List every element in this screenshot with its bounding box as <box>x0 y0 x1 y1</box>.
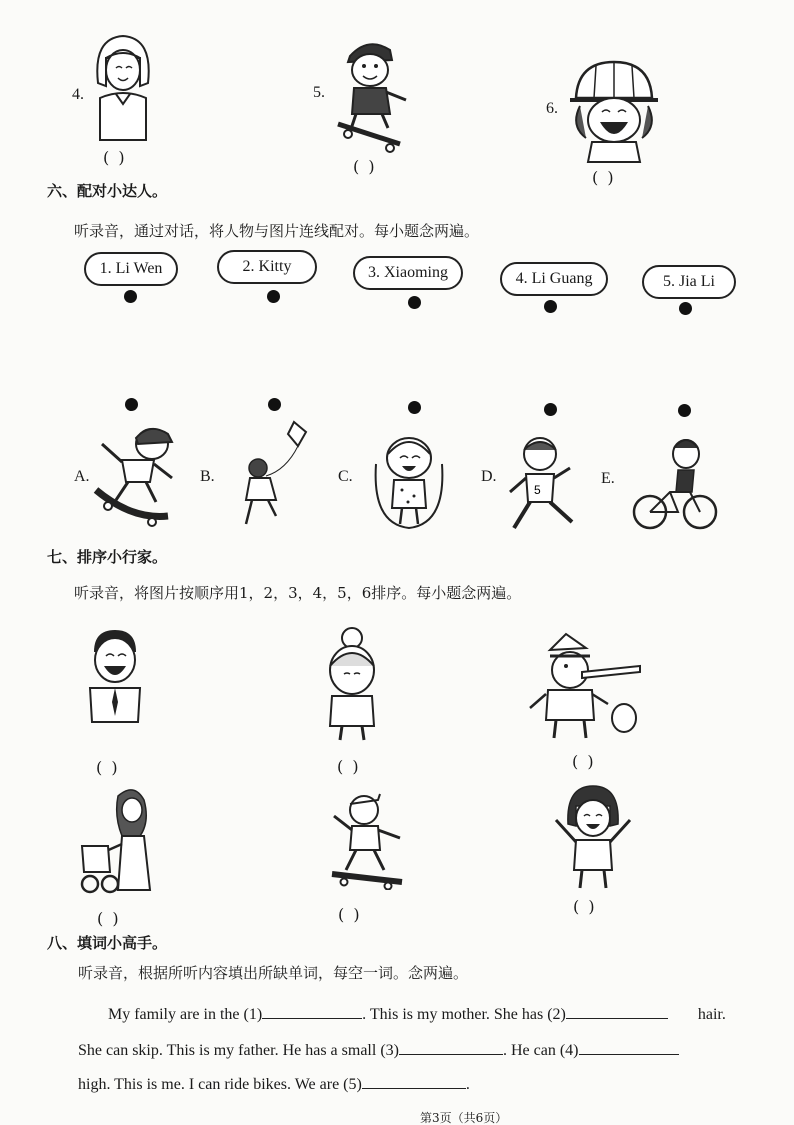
name-connect-dot-3[interactable] <box>408 296 421 309</box>
option-d-label: D. <box>481 468 497 485</box>
name-pill-kitty: 2. Kitty <box>217 250 317 284</box>
section-7-heading: 七、排序小行家。 <box>47 548 168 566</box>
item-4-number: 4. <box>72 86 84 103</box>
woman-pushing-stroller-picture <box>78 786 160 898</box>
option-b-label: B. <box>200 468 215 485</box>
option-a-label: A. <box>74 468 90 485</box>
blank-1[interactable] <box>262 1004 362 1019</box>
section-7-instruction: 听录音，将图片按顺序用1，2，3，4，5，6排序。每小题念两遍。 <box>74 584 522 602</box>
boy-skateboarding-jump-picture <box>92 420 180 528</box>
pinocchio-long-nose-picture <box>526 632 646 744</box>
picture-connect-dot-c[interactable] <box>408 401 421 414</box>
blank-4[interactable] <box>579 1040 679 1055</box>
order-answer-paren-6[interactable]: ( ) <box>573 897 597 916</box>
girl-helmet-laughing-picture <box>566 56 661 164</box>
section-8-heading: 八、填词小高手。 <box>47 934 168 952</box>
item-5-number: 5. <box>313 84 325 101</box>
boy-skateboard-picture <box>330 36 415 156</box>
picture-connect-dot-b[interactable] <box>268 398 281 411</box>
grandma-bun-picture <box>320 626 384 744</box>
girl-flying-kite-picture <box>236 420 314 530</box>
blank-5[interactable] <box>362 1074 466 1089</box>
section-8-instruction: 听录音，根据所听内容填出所缺单词，每空一词。念两遍。 <box>78 964 469 982</box>
name-pill-li-wen: 1. Li Wen <box>84 252 178 286</box>
girl-riding-bike-picture <box>630 432 720 534</box>
option-c-label: C. <box>338 468 353 485</box>
picture-connect-dot-e[interactable] <box>678 404 691 417</box>
name-connect-dot-4[interactable] <box>544 300 557 313</box>
name-pill-li-guang: 4. Li Guang <box>500 262 608 296</box>
order-answer-paren-4[interactable]: ( ) <box>97 909 121 928</box>
girl-skipping-rope-picture <box>368 424 450 534</box>
item-5-answer-paren[interactable]: ( ) <box>353 157 377 176</box>
order-answer-paren-3[interactable]: ( ) <box>572 752 596 771</box>
blank-2[interactable] <box>566 1004 668 1019</box>
blank-3[interactable] <box>399 1040 503 1055</box>
item-4-answer-paren[interactable]: ( ) <box>103 148 127 167</box>
svg-text:5: 5 <box>534 483 541 497</box>
section-6-instruction: 听录音，通过对话，将人物与图片连线配对。每小题念两遍。 <box>74 222 480 240</box>
girl-bob-hair-picture <box>88 28 158 148</box>
fill-sentence-line-2 <box>78 1040 679 1060</box>
line-3-part-a: high. This is me. I can ride bikes. We are (5) <box>78 1076 362 1093</box>
order-answer-paren-2[interactable]: ( ) <box>337 757 361 776</box>
name-connect-dot-5[interactable] <box>679 302 692 315</box>
line-2-part-a: She can skip. This is my father. He has a small (3) <box>78 1042 399 1059</box>
page-footer: 第3页（共6页） <box>420 1111 508 1125</box>
boy-running-picture <box>500 432 586 538</box>
name-connect-dot-1[interactable] <box>124 290 137 303</box>
order-answer-paren-5[interactable]: ( ) <box>338 905 362 924</box>
picture-connect-dot-d[interactable] <box>544 403 557 416</box>
item-6-number: 6. <box>546 100 558 117</box>
line-2-part-b: . He can (4) <box>502 1042 579 1059</box>
name-connect-dot-2[interactable] <box>267 290 280 303</box>
name-pill-xiaoming: 3. Xiaoming <box>353 256 463 290</box>
fill-sentence-line-3 <box>78 1074 470 1094</box>
name-pill-jia-li: 5. Jia Li <box>642 265 736 299</box>
item-6-answer-paren[interactable]: ( ) <box>592 168 616 187</box>
fill-sentence-line-1 <box>108 1004 726 1024</box>
line-1-part-a: My family are in the (1) <box>108 1006 263 1023</box>
picture-connect-dot-a[interactable] <box>125 398 138 411</box>
smiling-man-tie-picture <box>80 626 150 730</box>
girl-cheering-picture <box>548 780 638 894</box>
line-3-part-b: . <box>465 1076 470 1093</box>
line-1-part-b: . This is my mother. She has (2) <box>362 1006 566 1023</box>
section-6-heading: 六、配对小达人。 <box>47 182 168 200</box>
boy-skateboard-trick-picture <box>326 790 410 890</box>
order-answer-paren-1[interactable]: ( ) <box>96 758 120 777</box>
line-1-part-c: hair. <box>693 1006 726 1023</box>
option-e-label: E. <box>601 470 615 487</box>
